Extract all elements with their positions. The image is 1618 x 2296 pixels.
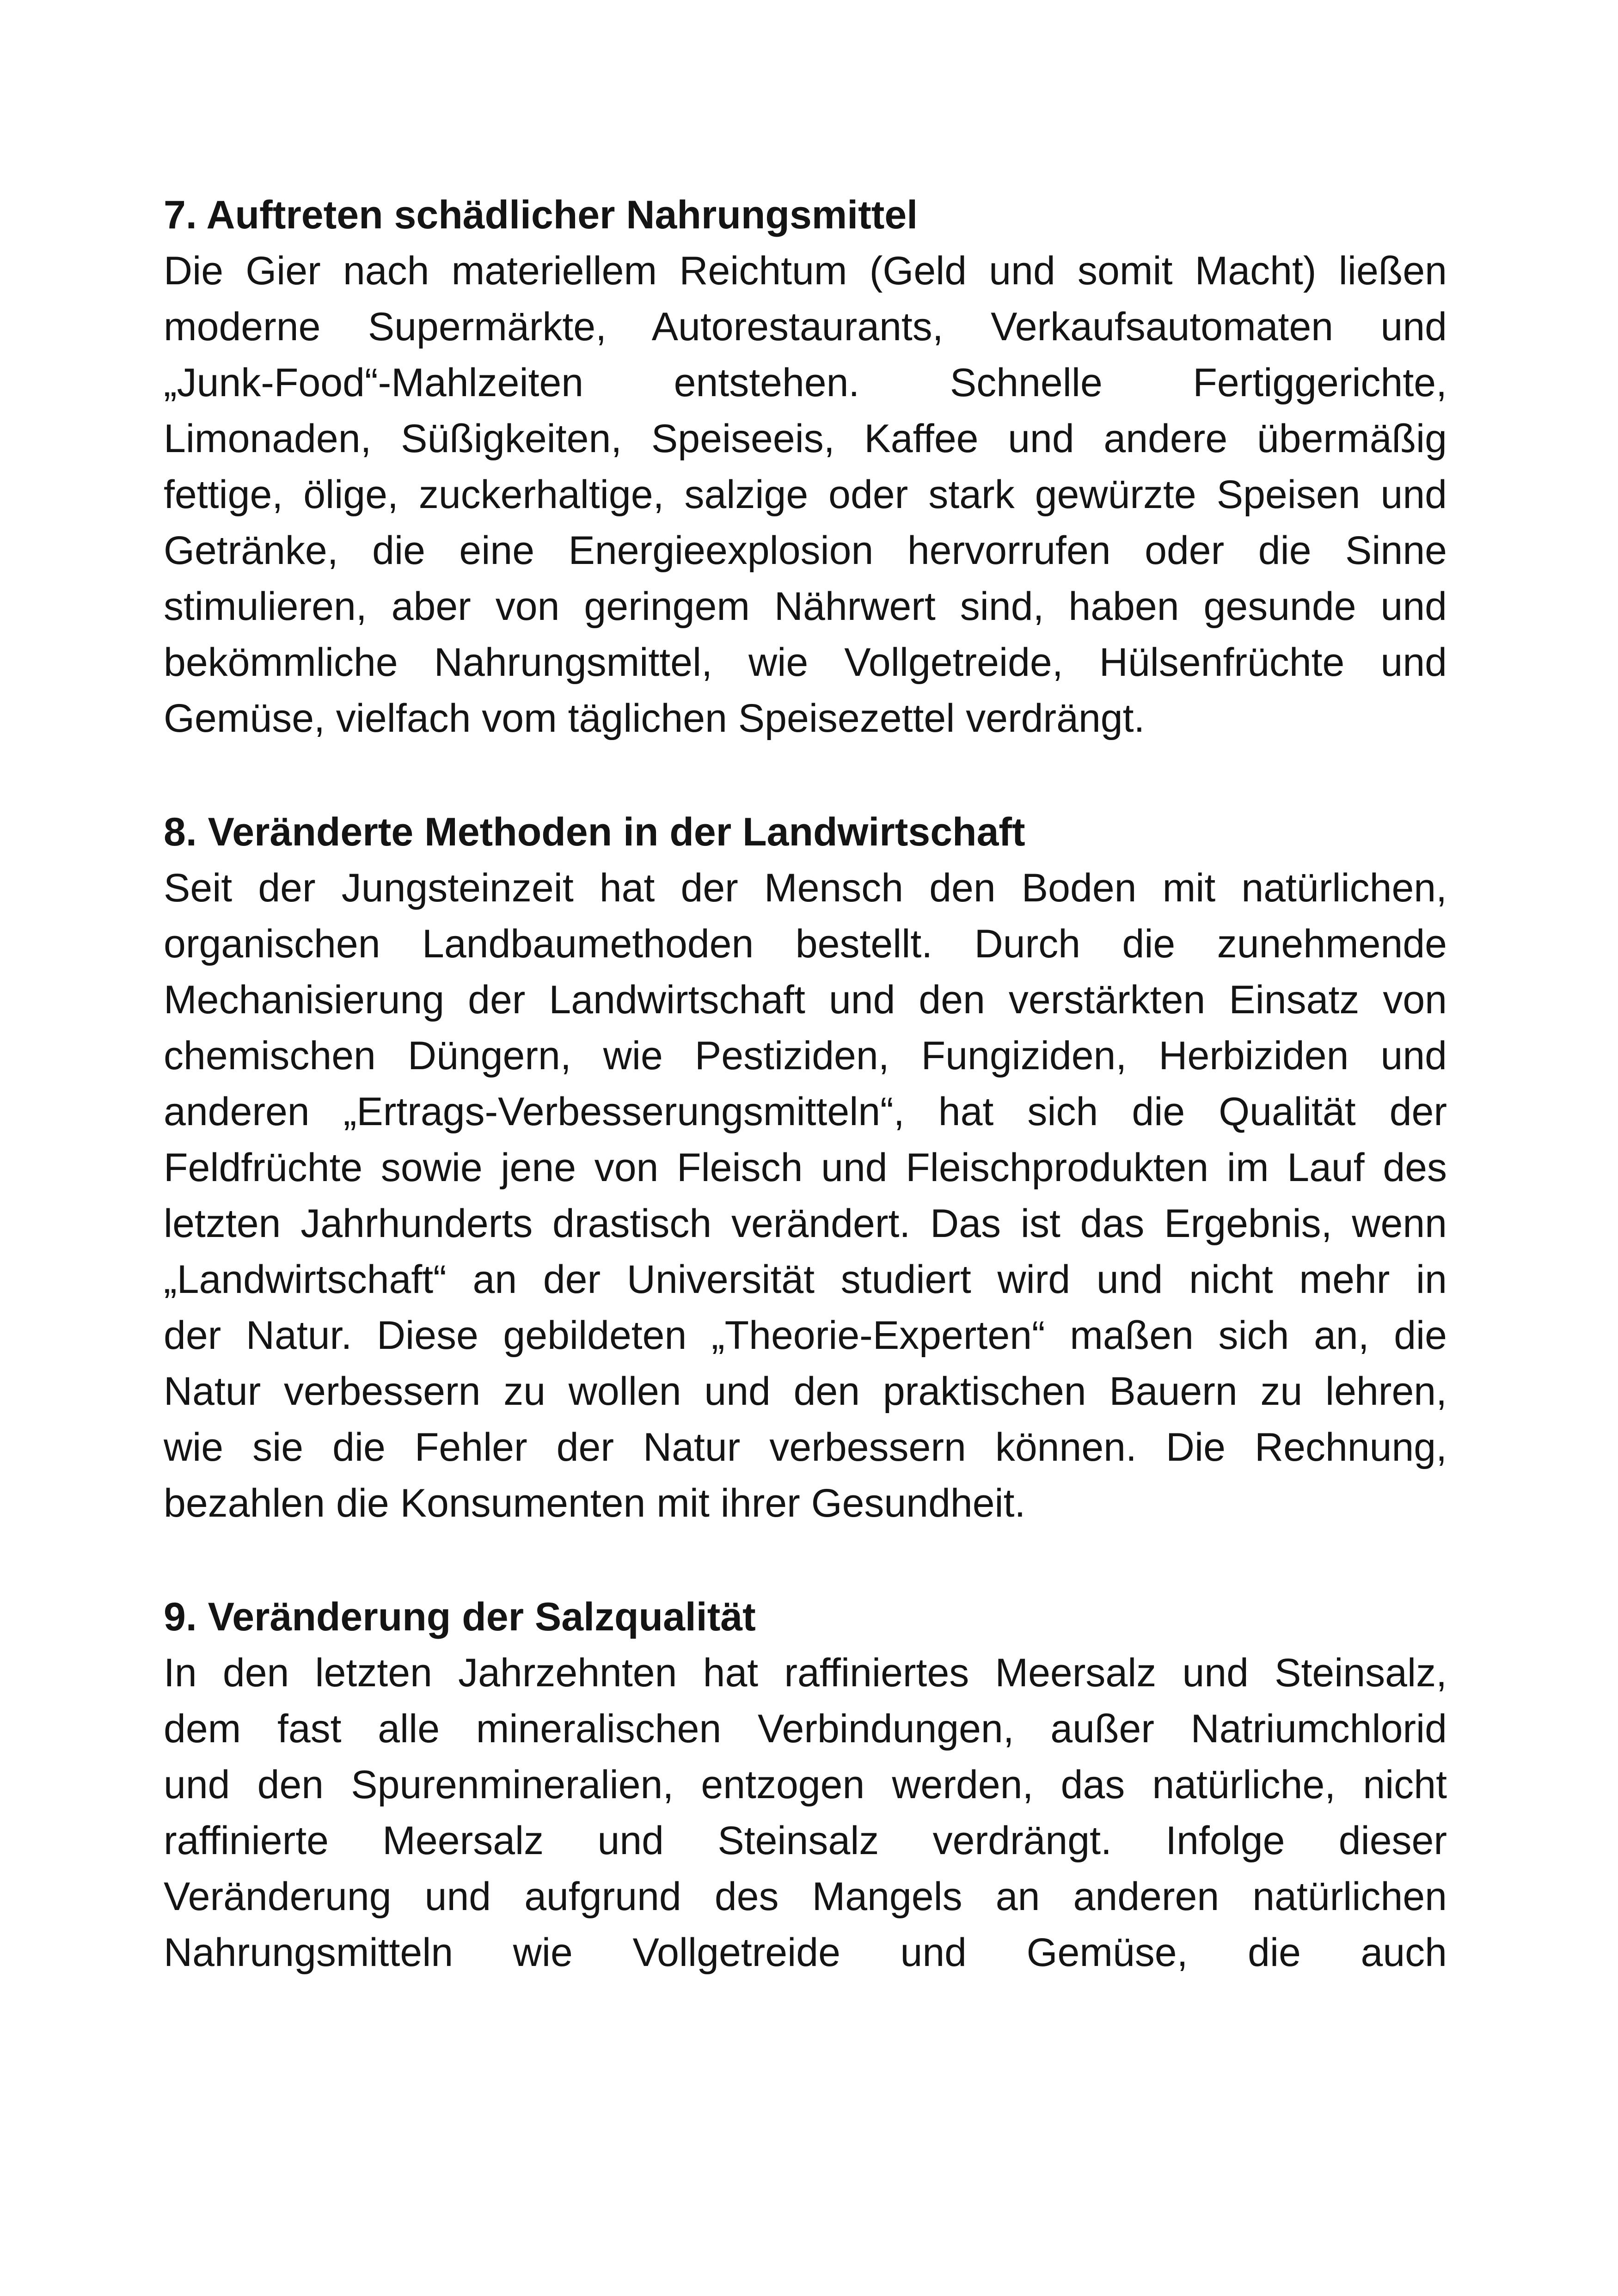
text-line: moderne Supermärkte, Autorestaurants, Verkaufsautomaten und xyxy=(164,305,1447,349)
text-line: bezahlen die Konsumenten mit ihrer Gesundheit. xyxy=(164,1481,1026,1525)
text-line: Seit der Jungsteinzeit hat der Mensch den Boden mit natürlichen, xyxy=(164,866,1447,910)
text-line: stimulieren, aber von geringem Nährwert sind, haben gesunde und xyxy=(164,584,1447,629)
section-9 xyxy=(164,1589,1447,1981)
text-line: raffinierte Meersalz und Steinsalz verdrängt. Infolge dieser xyxy=(164,1818,1447,1863)
text-line: Feldfrüchte sowie jene von Fleisch und Fleischprodukten im Lauf des xyxy=(164,1145,1447,1190)
section-paragraph xyxy=(164,1645,1447,1981)
section-paragraph xyxy=(164,860,1447,1531)
document-page xyxy=(164,187,1447,2039)
text-line: anderen „Ertrags-Verbesserungsmitteln“, hat sich die Qualität der xyxy=(164,1090,1447,1134)
text-line: dem fast alle mineralischen Verbindungen, außer Natriumchlorid xyxy=(164,1707,1447,1751)
section-7 xyxy=(164,187,1447,747)
text-line: „Landwirtschaft“ an der Universität studiert wird und nicht mehr in xyxy=(164,1257,1447,1302)
text-line: „Junk-Food“-Mahlzeiten entstehen. Schnelle Fertiggerichte, xyxy=(164,361,1447,405)
section-paragraph xyxy=(164,243,1447,747)
text-line: Die Gier nach materiellem Reichtum (Geld und somit Macht) ließen xyxy=(164,249,1447,293)
text-line: Limonaden, Süßigkeiten, Speiseeis, Kaffee und andere übermäßig xyxy=(164,416,1447,461)
section-heading: 8. Veränderte Methoden in der Landwirtschaft xyxy=(164,810,1025,854)
text-line: letzten Jahrhunderts drastisch verändert. Das ist das Ergebnis, wenn xyxy=(164,1201,1447,1246)
text-line: In den letzten Jahrzehnten hat raffiniertes Meersalz und Steinsalz, xyxy=(164,1651,1447,1695)
section-heading: 9. Veränderung der Salzqualität xyxy=(164,1595,756,1639)
text-line: Getränke, die eine Energieexplosion hervorrufen oder die Sinne xyxy=(164,528,1447,573)
text-line: und den Spurenmineralien, entzogen werden, das natürliche, nicht xyxy=(164,1763,1447,1807)
text-line: Veränderung und aufgrund des Mangels an anderen natürlichen xyxy=(164,1874,1447,1919)
text-line: wie sie die Fehler der Natur verbessern können. Die Rechnung, xyxy=(164,1425,1447,1469)
section-heading: 7. Auftreten schädlicher Nahrungsmittel xyxy=(164,193,918,237)
text-line: organischen Landbaumethoden bestellt. Durch die zunehmende xyxy=(164,922,1447,966)
text-line: Natur verbessern zu wollen und den praktischen Bauern zu lehren, xyxy=(164,1369,1447,1414)
text-line: Gemüse, vielfach vom täglichen Speisezettel verdrängt. xyxy=(164,696,1145,741)
text-line: Mechanisierung der Landwirtschaft und den verstärkten Einsatz von xyxy=(164,978,1447,1022)
text-line: chemischen Düngern, wie Pestiziden, Fungiziden, Herbiziden und xyxy=(164,1034,1447,1078)
text-line: fettige, ölige, zuckerhaltige, salzige oder stark gewürzte Speisen und xyxy=(164,472,1447,517)
text-line: bekömmliche Nahrungsmittel, wie Vollgetreide, Hülsenfrüchte und xyxy=(164,640,1447,685)
text-line: der Natur. Diese gebildeten „Theorie-Experten“ maßen sich an, die xyxy=(164,1313,1447,1358)
text-line: Nahrungsmitteln wie Vollgetreide und Gemüse, die auch xyxy=(164,1930,1447,1975)
section-8 xyxy=(164,804,1447,1531)
